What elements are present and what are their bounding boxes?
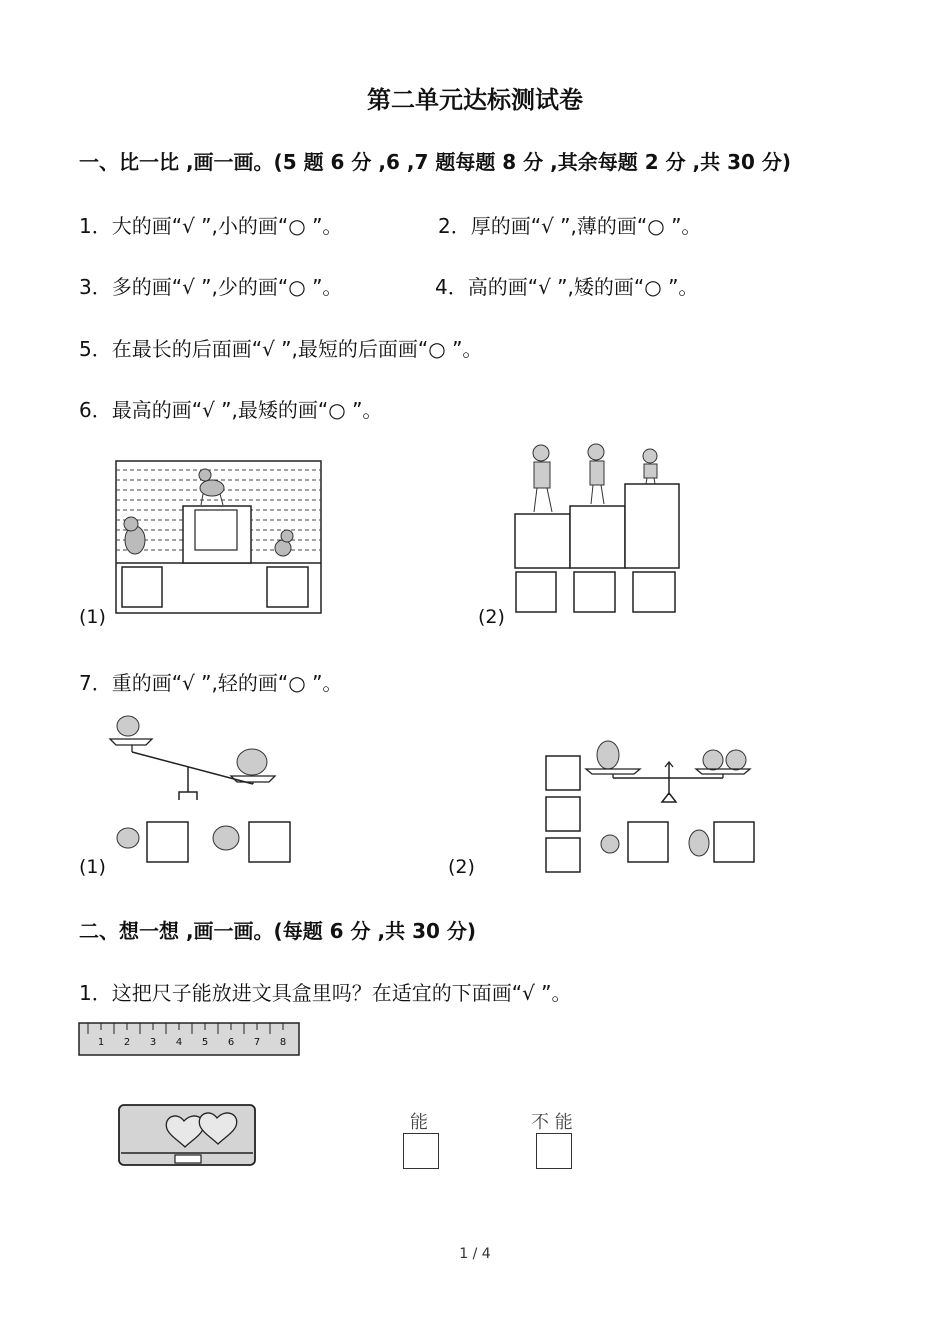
page-title: 第二单元达标测试卷 (367, 86, 583, 114)
question-1-3: 3．多的画“√ ”,少的画“○ ”。 (79, 275, 343, 299)
q6-sub1-label: (1) (79, 606, 106, 628)
q7-balance-pineapple-apples-figure (540, 735, 760, 877)
question-1-2: 2．厚的画“√ ”,薄的画“○ ”。 (438, 214, 702, 238)
question-1-4: 4．高的画“√ ”,矮的画“○ ”。 (435, 275, 699, 299)
section2-heading: 二、想一想 ,画一画。(每题 6 分 ,共 30 分) (79, 919, 477, 943)
ruler-mark: 2 (123, 1037, 131, 1048)
question-2-1: 1．这把尺子能放进文具盒里吗？在适宜的下面画“√ ”。 (79, 981, 572, 1005)
option-yes-checkbox[interactable] (403, 1133, 439, 1169)
question-1-1: 1．大的画“√ ”,小的画“○ ”。 (79, 214, 343, 238)
option-no-label: 不 能 (531, 1112, 573, 1133)
q7-scale-peach-watermelon-figure (105, 712, 305, 867)
page-number: 1 / 4 (459, 1246, 491, 1262)
option-yes-label: 能 (410, 1112, 428, 1133)
q6-sub2-label: (2) (478, 606, 505, 628)
ruler-mark: 5 (201, 1037, 209, 1048)
ruler-figure (78, 1022, 302, 1058)
q7-sub1-label: (1) (79, 856, 106, 878)
pencil-case-figure (117, 1103, 259, 1168)
question-1-5: 5．在最长的后面画“√ ”,最短的后面画“○ ”。 (79, 337, 483, 361)
option-no-checkbox[interactable] (536, 1133, 572, 1169)
ruler-mark: 6 (227, 1037, 235, 1048)
q6-children-blocks-figure (512, 440, 687, 615)
ruler-mark: 1 (97, 1037, 105, 1048)
q6-animals-shelf-figure (115, 460, 325, 615)
question-1-6: 6．最高的画“√ ”,最矮的画“○ ”。 (79, 398, 383, 422)
ruler-mark: 3 (149, 1037, 157, 1048)
q7-sub2-label: (2) (448, 856, 475, 878)
ruler-mark: 8 (279, 1037, 287, 1048)
section1-heading: 一、比一比 ,画一画。(5 题 6 分 ,6 ,7 题每题 8 分 ,其余每题 2 分 ,共 30 分) (79, 150, 792, 174)
ruler-mark: 4 (175, 1037, 183, 1048)
question-1-7: 7．重的画“√ ”,轻的画“○ ”。 (79, 671, 343, 695)
ruler-mark: 7 (253, 1037, 261, 1048)
